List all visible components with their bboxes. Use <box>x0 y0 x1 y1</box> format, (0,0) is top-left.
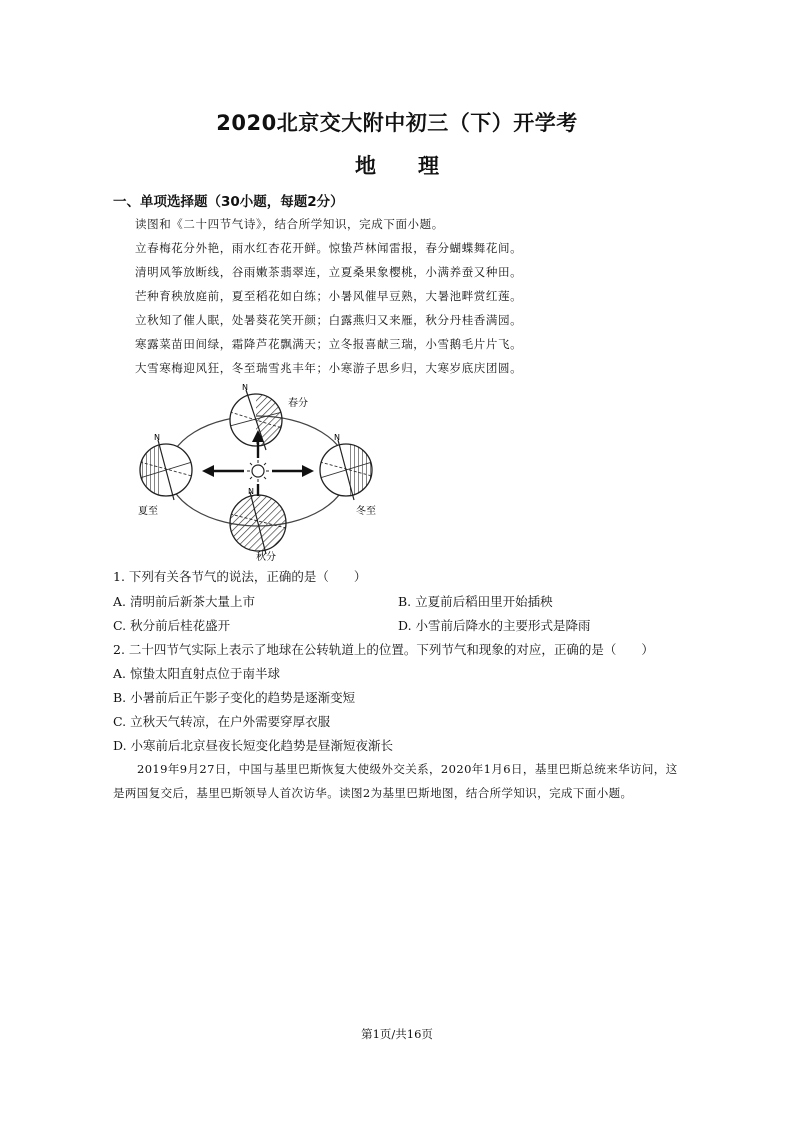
question-2-stem: 2. 二十四节气实际上表示了地球在公转轨道上的位置。下列节气和现象的对应，正确的是（ ） <box>113 642 654 657</box>
north-mark: N <box>334 433 340 442</box>
label-spring: 春分 <box>288 398 308 409</box>
q2-option-c[interactable]: C. 立秋天气转凉，在户外需要穿厚衣服 <box>113 714 331 729</box>
label-winter: 冬至 <box>356 506 376 517</box>
north-mark: N <box>248 487 254 496</box>
passage-kiribati: 2019年9月27日，中国与基里巴斯恢复大使级外交关系，2020年1月6日，基里巴斯总统来华访问，这是两国复交后，基里巴斯领导人首次访华。读图2为基里巴斯地图，结合所学知识，完成下面小题。 <box>113 762 678 800</box>
subject-char-1: 地 <box>355 154 376 178</box>
q1-option-b[interactable]: B. 立夏前后稻田里开始插秧 <box>398 594 553 609</box>
poem-intro: 读图和《二十四节气诗》，结合所学知识，完成下面小题。 <box>135 217 444 231</box>
label-summer: 夏至 <box>138 506 158 517</box>
q1-option-c[interactable]: C. 秋分前后桂花盛开 <box>113 618 231 633</box>
subject-char-2: 理 <box>418 154 439 178</box>
page-footer: 第1页/共16页 <box>361 1027 433 1041</box>
q2-option-b[interactable]: B. 小暑前后正午影子变化的趋势是逐渐变短 <box>113 690 356 705</box>
exam-title: 2020北京交大附中初三（下）开学考 <box>216 111 578 135</box>
q1-option-a[interactable]: A. 清明前后新茶大量上市 <box>113 594 255 609</box>
north-mark: N <box>154 433 160 442</box>
poem-line: 清明风筝放断线，谷雨嫩茶翡翠连，立夏桑果象樱桃，小满养蚕又种田。 <box>135 265 523 279</box>
q2-option-a[interactable]: A. 惊蛰太阳直射点位于南半球 <box>113 666 280 681</box>
north-mark: N <box>242 383 248 392</box>
poem-line: 立春梅花分外艳，雨水红杏花开鲜。惊蛰芦林闻雷报，春分蝴蝶舞花间。 <box>135 241 523 255</box>
q1-option-d[interactable]: D. 小雪前后降水的主要形式是降雨 <box>398 618 591 633</box>
q2-option-d[interactable]: D. 小寒前后北京昼夜长短变化趋势是昼渐短夜渐长 <box>113 738 394 753</box>
poem-line: 寒露菜苗田间绿，霜降芦花飘满天；立冬报喜献三瑞，小雪鹅毛片片飞。 <box>135 337 523 351</box>
sun-icon <box>247 460 269 482</box>
section-heading: 一、单项选择题（30小题，每题2分） <box>113 194 344 210</box>
poem-line: 芒种育秧放庭前，夏至稻花如白练；小暑风催早豆熟，大暑池畔赏红莲。 <box>135 289 523 303</box>
earth-orbit-diagram <box>130 378 400 563</box>
subject-title <box>0 150 794 180</box>
poem-line: 大雪寒梅迎风狂，冬至瑞雪兆丰年；小寒游子思乡归，大寒岁底庆团圆。 <box>135 361 523 375</box>
poem-line: 立秋知了催人眠，处暑葵花笑开颜；白露燕归又来雁，秋分丹桂香满园。 <box>135 313 523 327</box>
label-autumn: 秋分 <box>256 552 276 563</box>
question-1-stem: 1. 下列有关各节气的说法，正确的是（ ） <box>113 569 367 584</box>
